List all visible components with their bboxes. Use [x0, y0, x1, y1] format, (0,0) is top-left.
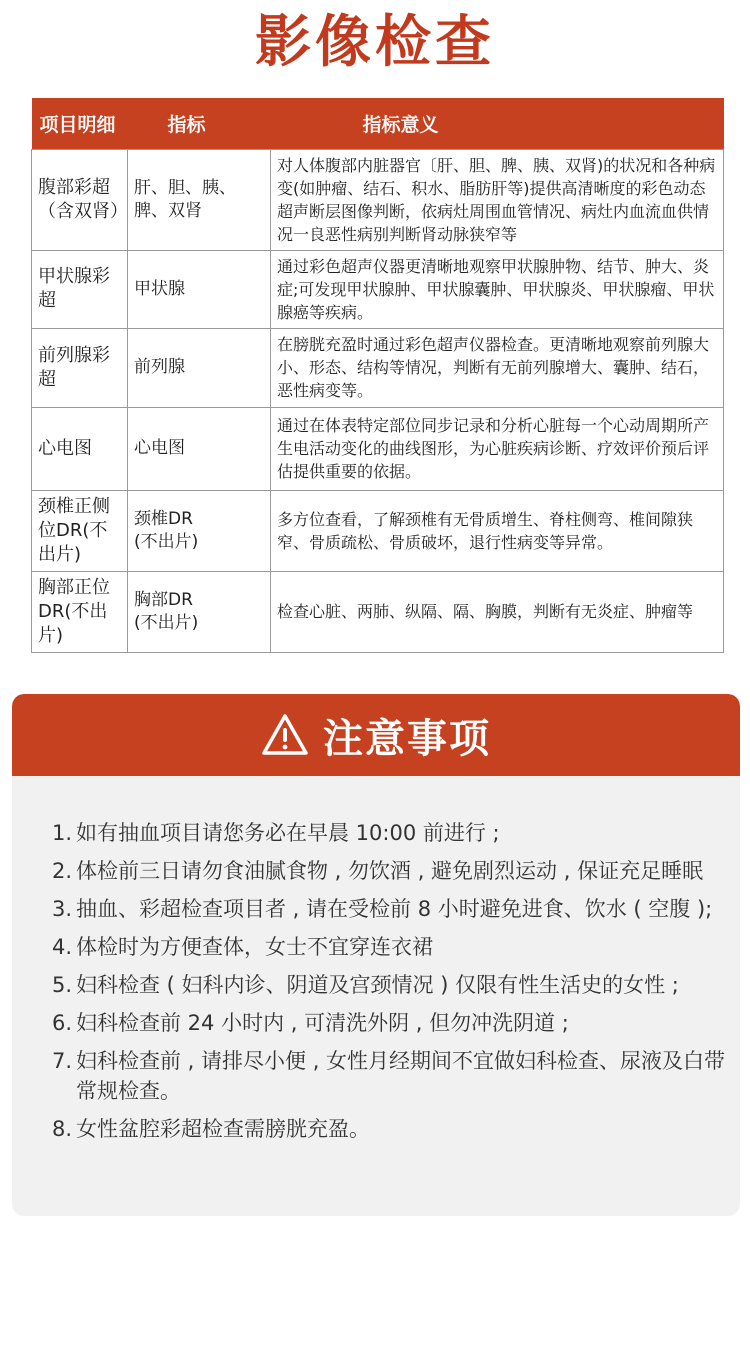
item-text: 体检前三日请勿食油腻食物 , 勿饮酒 , 避免剧烈运动 , 保证充足睡眠 — [76, 859, 704, 883]
table-row — [32, 490, 724, 571]
row-item: 心电图 — [32, 407, 128, 490]
row-meaning: 检查心脏、两肺、纵隔、隔、胸膜，判断有无炎症、肿瘤等 — [271, 571, 724, 652]
row-item: 颈椎正侧位DR(不出片) — [32, 490, 128, 571]
notice-panel — [12, 694, 740, 1216]
list-item — [52, 856, 740, 886]
row-item: 甲状腺彩超 — [32, 250, 128, 328]
row-index: 心电图 — [128, 407, 271, 490]
row-index: 肝、胆、胰、脾、双肾 — [128, 149, 271, 250]
table-row — [32, 328, 724, 407]
notice-list — [12, 776, 740, 1144]
item-text: 妇科检查前 , 请排尽小便 , 女性月经期间不宜做妇科检查、尿液及白带常规检查。 — [76, 1049, 726, 1103]
item-number: 3. — [52, 897, 73, 921]
header-item: 项目明细 — [32, 98, 128, 149]
row-item: 胸部正位DR(不出片) — [32, 571, 128, 652]
item-text: 女性盆腔彩超检查需膀胱充盈。 — [76, 1117, 370, 1141]
warning-icon — [261, 713, 309, 757]
item-number: 5. — [52, 973, 73, 997]
item-text: 如有抽血项目请您务必在早晨 10:00 前进行 ; — [76, 821, 500, 845]
item-number: 1. — [52, 821, 73, 845]
row-meaning: 在膀胱充盈时通过彩色超声仪器检查。更清晰地观察前列腺大小、形态、结构等情况，判断有无前列腺增大、囊肿、结石，恶性病变等。 — [271, 328, 724, 407]
list-item — [52, 1008, 740, 1038]
row-meaning: 通过彩色超声仪器更清晰地观察甲状腺肿物、结节、肿大、炎症;可发现甲状腺肿、甲状腺囊肿、甲状腺炎、甲状腺瘤、甲状腺癌等疾病。 — [271, 250, 724, 328]
list-item — [52, 818, 740, 848]
row-index: 前列腺 — [128, 328, 271, 407]
header-index: 指标 — [128, 98, 271, 149]
row-item: 腹部彩超（含双肾） — [32, 149, 128, 250]
table-row — [32, 571, 724, 652]
list-item — [52, 1046, 740, 1106]
item-text: 妇科检查 ( 妇科内诊、阴道及宫颈情况 ) 仅限有性生活史的女性 ; — [76, 973, 679, 997]
row-index: 胸部DR (不出片) — [128, 571, 271, 652]
exam-table — [31, 98, 724, 653]
list-item — [52, 894, 740, 924]
list-item — [52, 932, 740, 962]
table-header-row — [32, 98, 724, 149]
item-text: 抽血、彩超检查项目者 , 请在受检前 8 小时避免进食、饮水 ( 空腹 ); — [76, 897, 713, 921]
row-item: 前列腺彩超 — [32, 328, 128, 407]
list-item — [52, 1114, 740, 1144]
list-item — [52, 970, 740, 1000]
item-text: 妇科检查前 24 小时内 , 可清洗外阴 , 但勿冲洗阴道 ; — [76, 1011, 569, 1035]
item-number: 4. — [52, 935, 73, 959]
row-index: 颈椎DR (不出片) — [128, 490, 271, 571]
notice-header — [12, 694, 740, 776]
row-meaning: 对人体腹部内脏器官〔肝、胆、脾、胰、双肾)的状况和各种病变(如肿瘤、结石、积水、脂肪肝等)提供高清晰度的彩色动态超声断层图像判断，依病灶周围血管情况、病灶内血流血供情况一良恶性病别判断肾动脉狭窄等 — [271, 149, 724, 250]
item-number: 6. — [52, 1011, 73, 1035]
table-row — [32, 250, 724, 328]
notice-title: 注意事项 — [323, 715, 491, 762]
header-meaning: 指标意义 — [271, 98, 724, 149]
row-index: 甲状腺 — [128, 250, 271, 328]
item-number: 2. — [52, 859, 73, 883]
row-meaning: 多方位查看，了解颈椎有无骨质增生、脊柱侧弯、椎间隙狭窄、骨质疏松、骨质破坏，退行性病变等异常。 — [271, 490, 724, 571]
table-row — [32, 407, 724, 490]
item-number: 7. — [52, 1049, 73, 1073]
item-text: 体检时为方便查体，女士不宜穿连衣裙 — [76, 935, 433, 959]
page-title: 影像检查 — [255, 10, 495, 75]
item-number: 8. — [52, 1117, 73, 1141]
row-meaning: 通过在体表特定部位同步记录和分析心脏每一个心动周期所产生电活动变化的曲线图形，为心脏疾病诊断、疗效评价预后评估提供重要的依据。 — [271, 407, 724, 490]
exam-table-container — [31, 98, 723, 653]
table-row — [32, 149, 724, 250]
